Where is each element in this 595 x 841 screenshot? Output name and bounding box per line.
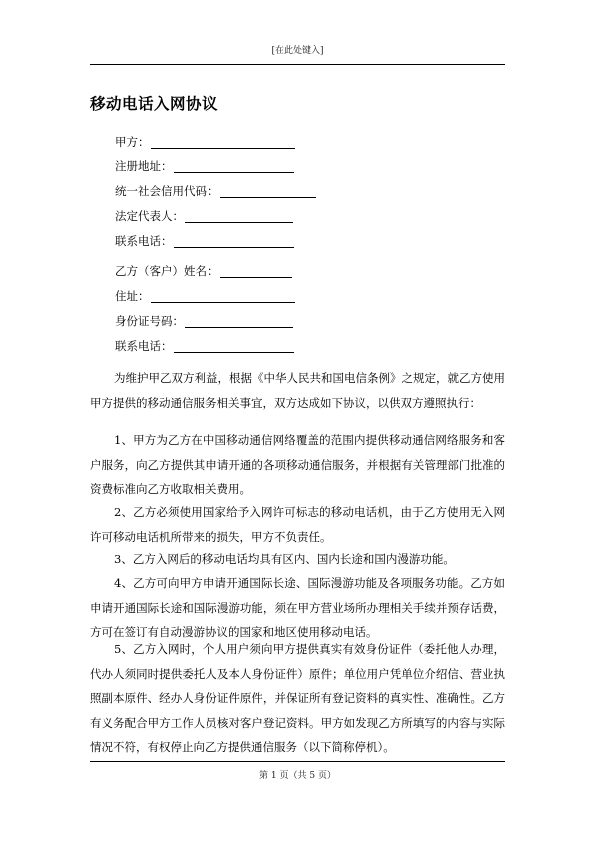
party-b-name-field <box>115 264 292 278</box>
party-b-phone-label: 联系电话： <box>115 339 173 353</box>
clause-1: 1、甲方为乙方在中国移动通信网络覆盖的范围内提供移动通信网络服务和客户服务，向乙方提供其申请开通的各项移动通信服务，并根据有关管理部门批准的资费标准向乙方收取相关费用。 <box>90 433 505 496</box>
party-b-phone-blank[interactable] <box>174 340 294 353</box>
page-number: 第 1 页（共 5 页） <box>259 771 336 781</box>
party-b-name-blank[interactable] <box>220 265 292 278</box>
footer-divider <box>90 761 505 762</box>
party-b-id-label: 身份证号码： <box>115 314 184 328</box>
party-a-name-field <box>115 135 295 149</box>
party-a-address-label: 注册地址： <box>115 159 173 173</box>
clause-2: 2、乙方必须使用国家给予入网许可标志的移动电话机，由于乙方使用无入网许可移动电话机所带来的损失，甲方不负责任。 <box>90 505 505 544</box>
party-b-address-field <box>115 289 295 303</box>
party-b-address-blank[interactable] <box>151 290 295 303</box>
party-a-legal-rep-blank[interactable] <box>185 210 293 223</box>
party-b-id-field <box>115 314 293 328</box>
party-a-legal-rep-field <box>115 209 293 223</box>
party-a-phone-field <box>115 234 294 248</box>
party-a-phone-blank[interactable] <box>174 235 294 248</box>
clause-4: 4、乙方可向甲方申请开通国际长途、国际漫游功能及各项服务功能。乙方如申请开通国际长途和国际漫游功能，须在甲方营业场所办理相关手续并预存话费，方可在签订有自动漫游协议的国家和地区使用移动电话。 <box>90 576 505 639</box>
party-a-name-label: 甲方： <box>115 135 150 149</box>
intro-paragraph: 为维护甲乙双方利益，根据《中华人民共和国电信条例》之规定，就乙方使用甲方提供的移动通信服务相关事宜，双方达成如下协议，以供双方遵照执行： <box>90 371 505 410</box>
party-a-credit-code-label: 统一社会信用代码： <box>115 184 219 198</box>
party-b-id-blank[interactable] <box>185 315 293 328</box>
party-a-credit-code-field <box>115 184 316 198</box>
party-a-name-blank[interactable] <box>151 136 295 149</box>
party-b-name-label: 乙方（客户）姓名： <box>115 264 219 278</box>
party-a-credit-code-blank[interactable] <box>220 185 316 198</box>
clause-3: 3、乙方入网后的移动电话均具有区内、国内长途和国内漫游功能。 <box>114 552 455 566</box>
party-a-legal-rep-label: 法定代表人： <box>115 209 184 223</box>
party-a-phone-label: 联系电话： <box>115 234 173 248</box>
party-a-address-blank[interactable] <box>174 160 294 173</box>
clause-5: 5、乙方入网时，个人用户须向甲方提供真实有效身份证件（委托他人办理，代办人须同时提供委托人及本人身份证件）原件；单位用户凭单位介绍信、营业执照副本原件、经办人身份证件原件，并保证所有登记资料的真实性、准确性。乙方有义务配合甲方工作人员核对客户登记资料。甲方如发现乙方所填写的内容与实际情况不符，有权停止向乙方提供通信服务（以下简称停机）。 <box>90 642 505 754</box>
header-divider <box>90 64 505 65</box>
document-title: 移动电话入网协议 <box>90 95 219 113</box>
party-a-address-field <box>115 159 294 173</box>
party-b-phone-field <box>115 339 294 353</box>
party-b-address-label: 住址： <box>115 289 150 303</box>
header-placeholder[interactable]: [在此处键入] <box>271 46 324 56</box>
